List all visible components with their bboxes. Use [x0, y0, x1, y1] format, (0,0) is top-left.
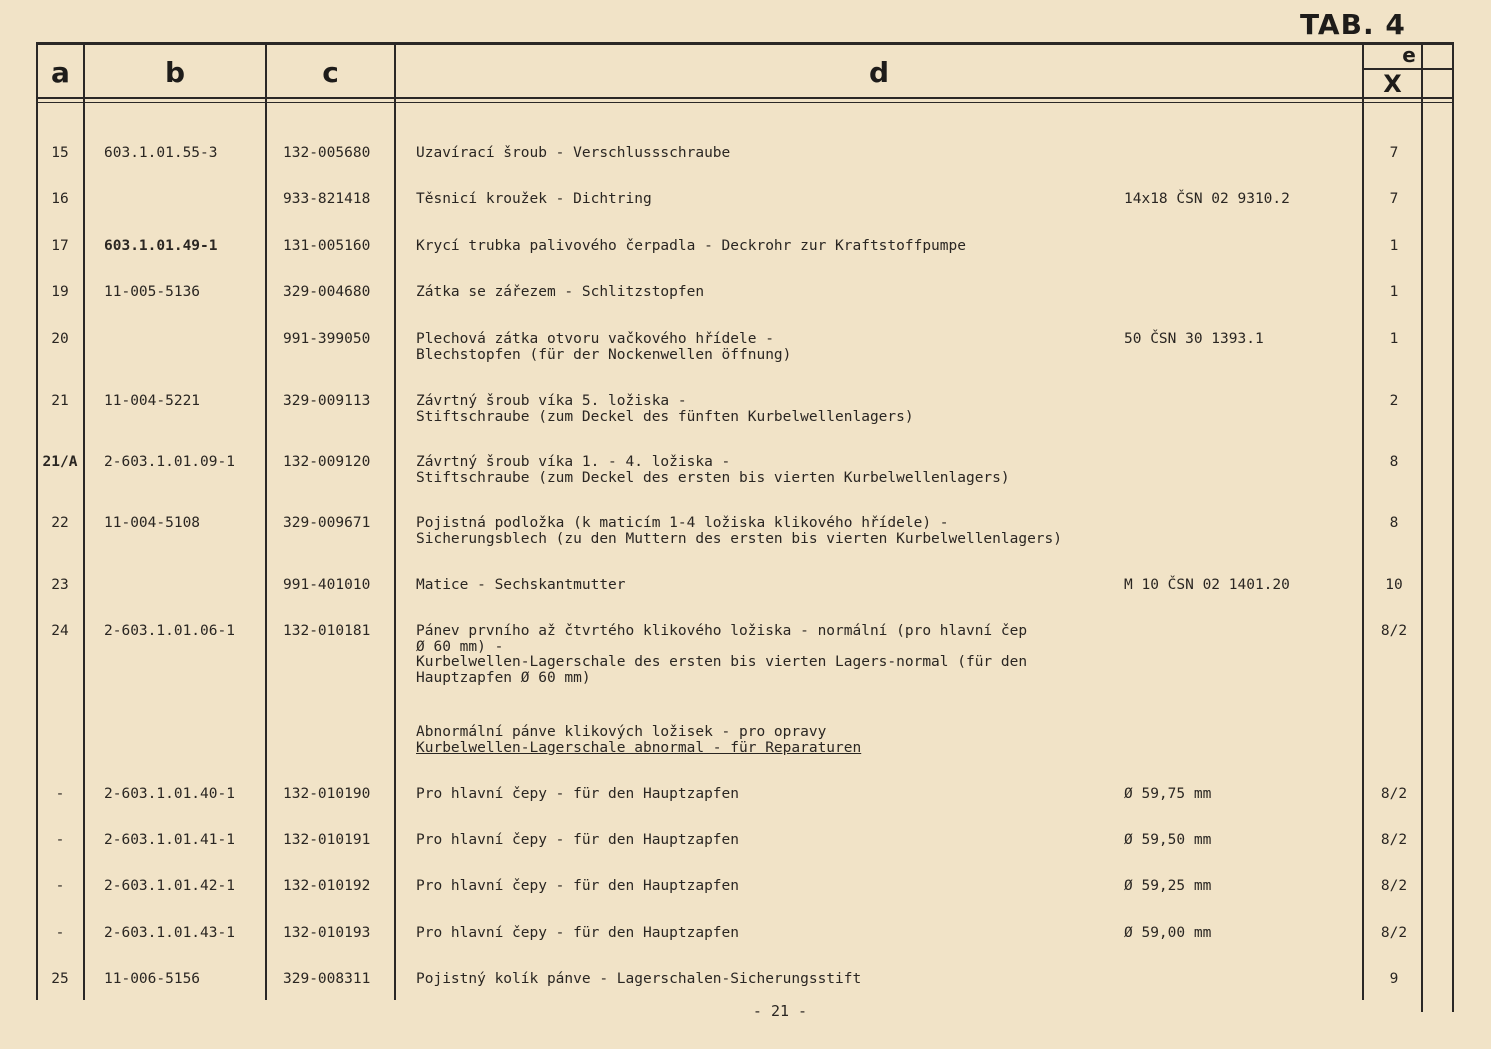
- description: [416, 332, 1116, 363]
- drawing-number: 2-603.1.01.41-1: [104, 832, 235, 848]
- drawing-number: 2-603.1.01.06-1: [104, 623, 235, 639]
- quantity: 1: [1389, 331, 1399, 347]
- quantity: 8/2: [1380, 878, 1408, 894]
- description: [416, 192, 1116, 208]
- quantity: 8: [1389, 454, 1399, 470]
- item-position: -: [55, 832, 65, 848]
- description-line: Závrtný šroub víka 1. - 4. ložiska -: [416, 454, 731, 470]
- item-position: 24: [51, 623, 69, 639]
- description: [416, 146, 1116, 162]
- item-position: 16: [51, 191, 69, 207]
- description: [416, 833, 1116, 849]
- drawing-number: 2-603.1.01.09-1: [104, 454, 235, 470]
- description: [416, 624, 1116, 686]
- description-line: Blechstopfen (für der Nockenwellen öffnung): [416, 346, 792, 363]
- item-position: 22: [51, 515, 69, 531]
- description: [416, 972, 1116, 988]
- catalog-number: 132-005680: [283, 145, 371, 161]
- header-divider-line: [36, 97, 1454, 99]
- catalog-number: 933-821418: [283, 191, 371, 207]
- description-line: Stiftschraube (zum Deckel des fünften Kurbelwellenlagers): [416, 408, 914, 425]
- catalog-number: 991-401010: [283, 577, 371, 593]
- quantity: 7: [1389, 145, 1399, 161]
- item-position: 19: [51, 284, 69, 300]
- description: [416, 879, 1116, 895]
- description-line: Plechová zátka otvoru vačkového hřídele -: [416, 331, 774, 347]
- quantity: 9: [1389, 971, 1399, 987]
- table-number: TAB. 4: [1300, 8, 1406, 41]
- col-line-bc: [265, 42, 267, 1000]
- standard-note: 50 ČSN 30 1393.1: [1124, 331, 1264, 347]
- description-line: Pro hlavní čepy - für den Hauptzapfen: [416, 878, 740, 894]
- quantity: 8: [1389, 515, 1399, 531]
- drawing-number: 603.1.01.49-1: [104, 238, 218, 254]
- description-line: Uzavírací šroub - Verschlussschraube: [416, 145, 731, 161]
- standard-note: 14x18 ČSN 02 9310.2: [1124, 191, 1290, 207]
- item-position: 25: [51, 971, 69, 987]
- quantity: 2: [1389, 393, 1399, 409]
- catalog-number: 991-399050: [283, 331, 371, 347]
- description: [416, 455, 1116, 486]
- catalog-number: 132-010192: [283, 878, 371, 894]
- item-position: 20: [51, 331, 69, 347]
- description: [416, 787, 1116, 803]
- quantity: 1: [1389, 284, 1399, 300]
- quantity: 8/2: [1380, 786, 1408, 802]
- col-line-cd: [394, 42, 396, 1000]
- catalog-number: 132-010193: [283, 925, 371, 941]
- quantity: 10: [1385, 577, 1403, 593]
- description: [416, 239, 1116, 255]
- item-position: -: [55, 925, 65, 941]
- drawing-number: 2-603.1.01.42-1: [104, 878, 235, 894]
- col-line-de: [1362, 42, 1364, 1000]
- drawing-number: 2-603.1.01.40-1: [104, 786, 235, 802]
- description: [416, 578, 1116, 594]
- header-d: d: [868, 55, 890, 89]
- catalog-number: 131-005160: [283, 238, 371, 254]
- catalog-number: 132-009120: [283, 454, 371, 470]
- item-position: 21: [51, 393, 69, 409]
- header-a: a: [51, 55, 70, 89]
- col-line-left: [36, 42, 38, 1000]
- description-line: Sicherungsblech (zu den Muttern des ersten bis vierten Kurbelwellenlagers): [416, 530, 1063, 547]
- catalog-number: 329-008311: [283, 971, 371, 987]
- description-line: Zátka se zářezem - Schlitzstopfen: [416, 284, 705, 300]
- drawing-number: 11-005-5136: [104, 284, 201, 300]
- description: [416, 394, 1116, 425]
- item-position: -: [55, 786, 65, 802]
- catalog-number: 132-010181: [283, 623, 371, 639]
- item-position: -: [55, 878, 65, 894]
- description-line: Pánev prvního až čtvrtého klikového ložiska - normální (pro hlavní čep: [416, 623, 1028, 639]
- header-divider-line-2: [36, 102, 1454, 103]
- description-line: Krycí trubka palivového čerpadla - Deckrohr zur Kraftstoffpumpe: [416, 238, 966, 254]
- header-c: c: [322, 55, 339, 89]
- header-x: X: [1383, 70, 1402, 98]
- description-line: Pro hlavní čepy - für den Hauptzapfen: [416, 786, 740, 802]
- drawing-number: 11-004-5108: [104, 515, 201, 531]
- quantity: 1: [1389, 238, 1399, 254]
- catalog-number: 329-004680: [283, 284, 371, 300]
- description-line: Ø 60 mm) -: [416, 638, 504, 655]
- drawing-number: 11-004-5221: [104, 393, 201, 409]
- drawing-number: 11-006-5156: [104, 971, 201, 987]
- item-position: 23: [51, 577, 69, 593]
- description-line: Stiftschraube (zum Deckel des ersten bis vierten Kurbelwellenlagers): [416, 469, 1010, 486]
- header-b: b: [164, 55, 186, 89]
- drawing-number: 603.1.01.55-3: [104, 145, 218, 161]
- description: [416, 926, 1116, 942]
- drawing-number: 2-603.1.01.43-1: [104, 925, 235, 941]
- page-number: - 21 -: [752, 1002, 808, 1020]
- item-position: 21/A: [42, 454, 78, 470]
- description-line: Matice - Sechskantmutter: [416, 577, 626, 593]
- description-line: Pojistný kolík pánve - Lagerschalen-Sicherungsstift: [416, 971, 862, 987]
- standard-note: Ø 59,75 mm: [1124, 786, 1212, 802]
- description-line: Pro hlavní čepy - für den Hauptzapfen: [416, 925, 740, 941]
- description-line: Kurbelwellen-Lagerschale des ersten bis vierten Lagers-normal (für den: [416, 654, 1028, 670]
- description-line: Pojistná podložka (k maticím 1-4 ložiska klikového hřídele) -: [416, 515, 949, 531]
- description: [416, 285, 1116, 301]
- quantity: 7: [1389, 191, 1399, 207]
- standard-note: Ø 59,50 mm: [1124, 832, 1212, 848]
- item-position: 15: [51, 145, 69, 161]
- description-line: Pro hlavní čepy - für den Hauptzapfen: [416, 832, 740, 848]
- frame-top-line: [36, 42, 1454, 45]
- description: [416, 516, 1116, 547]
- description-line: Hauptzapfen Ø 60 mm): [416, 669, 591, 686]
- section-heading: [416, 725, 1116, 756]
- description-line: Těsnicí kroužek - Dichtring: [416, 191, 652, 207]
- catalog-number: 132-010191: [283, 832, 371, 848]
- section-heading-german: Kurbelwellen-Lagerschale abnormal - für Reparaturen: [416, 739, 862, 756]
- quantity: 8/2: [1380, 925, 1408, 941]
- section-heading-czech: Abnormální pánve klikových ložisek - pro opravy: [416, 724, 827, 740]
- quantity: 8/2: [1380, 623, 1408, 639]
- col-line-right: [1452, 42, 1454, 1012]
- standard-note: Ø 59,00 mm: [1124, 925, 1212, 941]
- description-line: Závrtný šroub víka 5. ložiska -: [416, 393, 687, 409]
- standard-note: M 10 ČSN 02 1401.20: [1124, 577, 1290, 593]
- quantity: 8/2: [1380, 832, 1408, 848]
- standard-note: Ø 59,25 mm: [1124, 878, 1212, 894]
- col-line-ab: [83, 42, 85, 1000]
- header-e: e: [1402, 43, 1416, 67]
- catalog-number: 329-009113: [283, 393, 371, 409]
- catalog-number: 132-010190: [283, 786, 371, 802]
- item-position: 17: [51, 238, 69, 254]
- catalog-number: 329-009671: [283, 515, 371, 531]
